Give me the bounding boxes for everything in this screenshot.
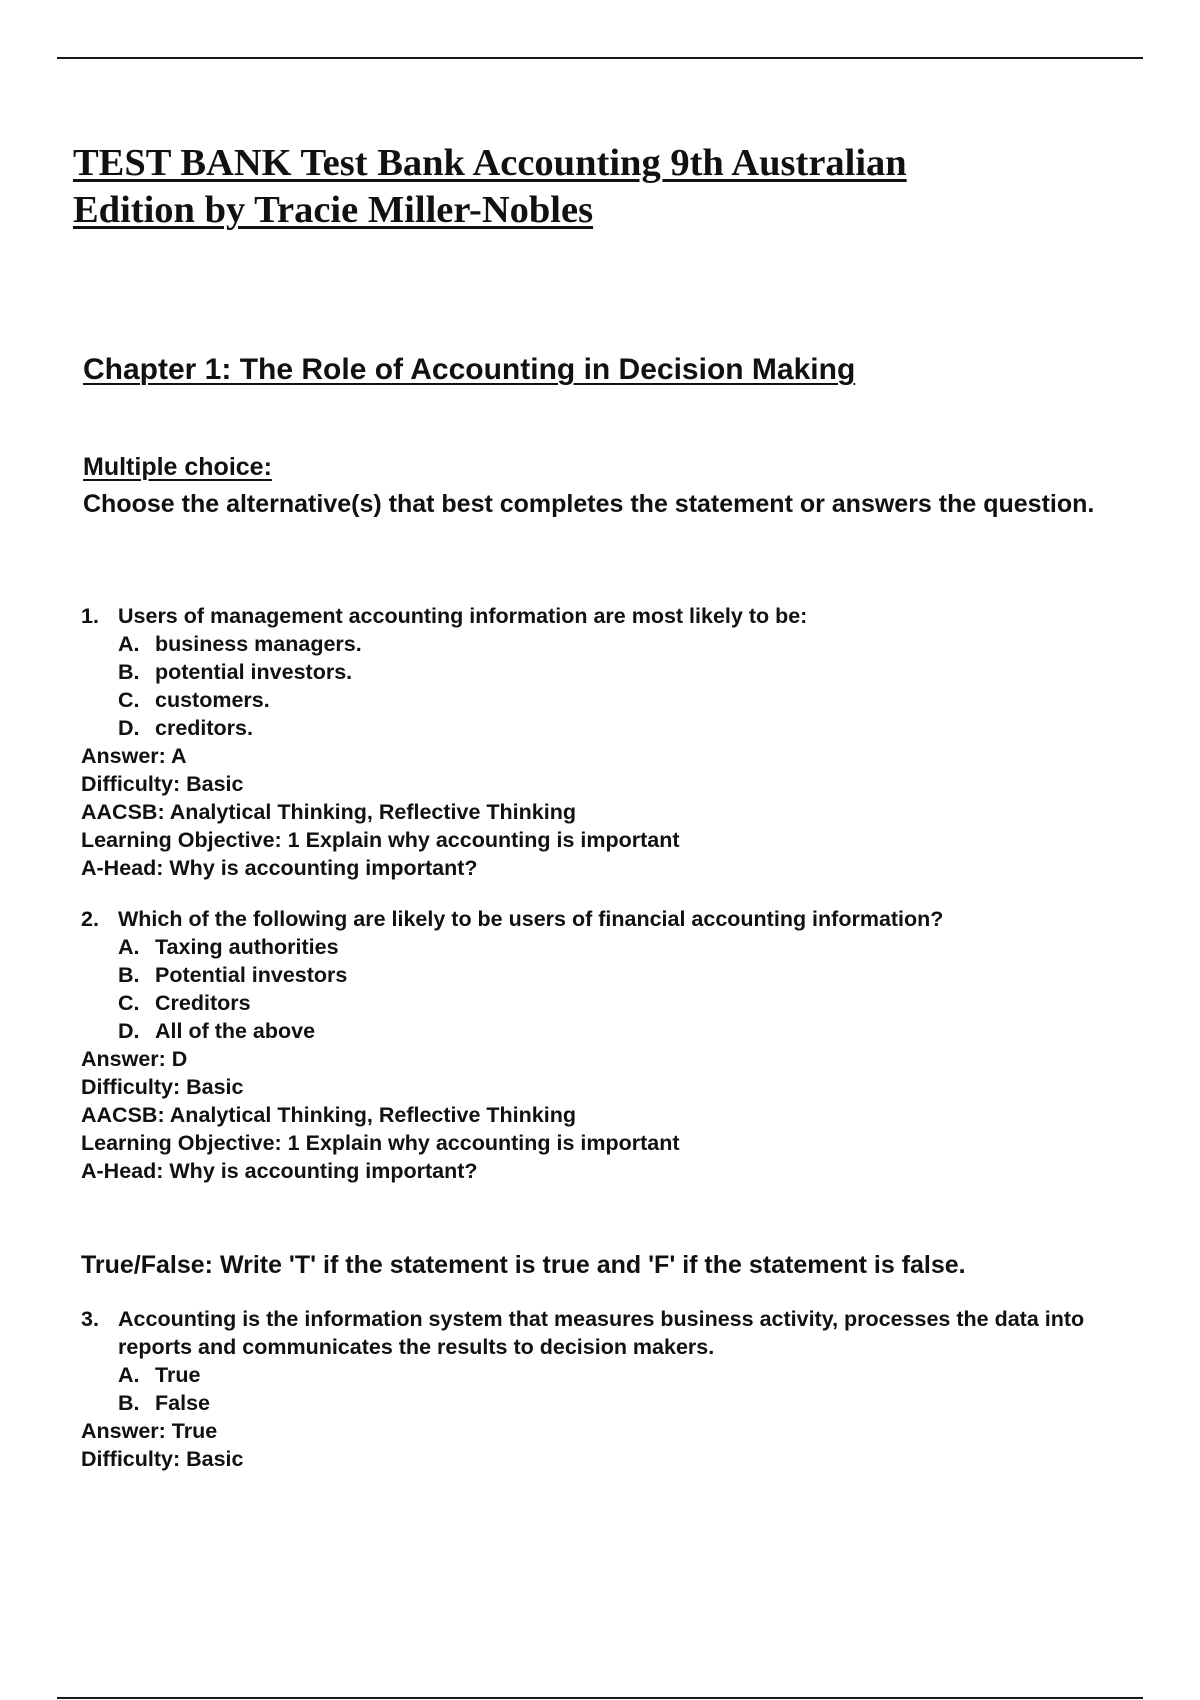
answer-options bbox=[81, 630, 1151, 742]
answer-options bbox=[81, 1361, 1151, 1417]
option-letter: A. bbox=[118, 935, 140, 959]
question-stem bbox=[81, 602, 1151, 630]
option-text: True bbox=[155, 1363, 201, 1387]
question-number: 3. bbox=[81, 1307, 99, 1331]
aacsb-line: AACSB: Analytical Thinking, Reflective Thinking bbox=[81, 800, 576, 824]
multiple-choice-heading: Multiple choice: bbox=[83, 453, 272, 481]
answer-options bbox=[81, 933, 1151, 1045]
learning-objective-line: Learning Objective: 1 Explain why accounting is important bbox=[81, 828, 680, 852]
option-letter: D. bbox=[118, 1019, 140, 1043]
document-title-line-1: TEST BANK Test Bank Accounting 9th Australian bbox=[73, 142, 907, 184]
option-a bbox=[81, 933, 1151, 961]
question-stem bbox=[81, 905, 1151, 933]
question-1 bbox=[81, 602, 1151, 882]
question-stem bbox=[81, 1305, 1151, 1361]
question-text: Users of management accounting information are most likely to be: bbox=[118, 604, 808, 628]
top-rule bbox=[57, 57, 1143, 59]
option-b bbox=[81, 1389, 1151, 1417]
option-letter: C. bbox=[118, 688, 140, 712]
answer-line: Answer: D bbox=[81, 1047, 188, 1071]
option-d bbox=[81, 1017, 1151, 1045]
option-a bbox=[81, 1361, 1151, 1389]
question-3 bbox=[81, 1305, 1151, 1473]
option-letter: D. bbox=[118, 716, 140, 740]
option-b bbox=[81, 658, 1151, 686]
option-text: All of the above bbox=[155, 1019, 316, 1043]
option-c bbox=[81, 989, 1151, 1017]
bottom-rule bbox=[57, 1697, 1143, 1699]
difficulty-line: Difficulty: Basic bbox=[81, 772, 244, 796]
true-false-heading: True/False: Write 'T' if the statement is true and 'F' if the statement is false. bbox=[81, 1251, 966, 1279]
option-text: creditors. bbox=[155, 716, 253, 740]
option-d bbox=[81, 714, 1151, 742]
option-text: Taxing authorities bbox=[155, 935, 339, 959]
option-text: business managers. bbox=[155, 632, 362, 656]
a-head-line: A-Head: Why is accounting important? bbox=[81, 856, 478, 880]
a-head-line: A-Head: Why is accounting important? bbox=[81, 1159, 478, 1183]
difficulty-line: Difficulty: Basic bbox=[81, 1075, 244, 1099]
document-title bbox=[73, 140, 907, 234]
option-b bbox=[81, 961, 1151, 989]
document-title-line-2: Edition by Tracie Miller-Nobles bbox=[73, 189, 594, 231]
difficulty-line: Difficulty: Basic bbox=[81, 1447, 244, 1471]
option-letter: A. bbox=[118, 1363, 140, 1387]
option-letter: B. bbox=[118, 963, 140, 987]
option-letter: B. bbox=[118, 1391, 140, 1415]
option-a bbox=[81, 630, 1151, 658]
option-text: False bbox=[155, 1391, 210, 1415]
option-letter: C. bbox=[118, 991, 140, 1015]
question-text: Which of the following are likely to be users of financial accounting information? bbox=[118, 907, 944, 931]
multiple-choice-instructions: Choose the alternative(s) that best completes the statement or answers the question. bbox=[83, 490, 1095, 518]
option-text: Potential investors bbox=[155, 963, 348, 987]
option-letter: B. bbox=[118, 660, 140, 684]
option-c bbox=[81, 686, 1151, 714]
question-2 bbox=[81, 905, 1151, 1185]
answer-line: Answer: A bbox=[81, 744, 187, 768]
question-number: 2. bbox=[81, 907, 99, 931]
question-number: 1. bbox=[81, 604, 99, 628]
answer-line: Answer: True bbox=[81, 1419, 218, 1443]
learning-objective-line: Learning Objective: 1 Explain why accounting is important bbox=[81, 1131, 680, 1155]
option-text: customers. bbox=[155, 688, 270, 712]
chapter-title: Chapter 1: The Role of Accounting in Decision Making bbox=[83, 353, 856, 386]
option-text: Creditors bbox=[155, 991, 251, 1015]
option-letter: A. bbox=[118, 632, 140, 656]
question-text: Accounting is the information system that measures business activity, processes the data into reports and communicates the results to decision makers. bbox=[118, 1307, 1085, 1359]
option-text: potential investors. bbox=[155, 660, 353, 684]
aacsb-line: AACSB: Analytical Thinking, Reflective Thinking bbox=[81, 1103, 576, 1127]
